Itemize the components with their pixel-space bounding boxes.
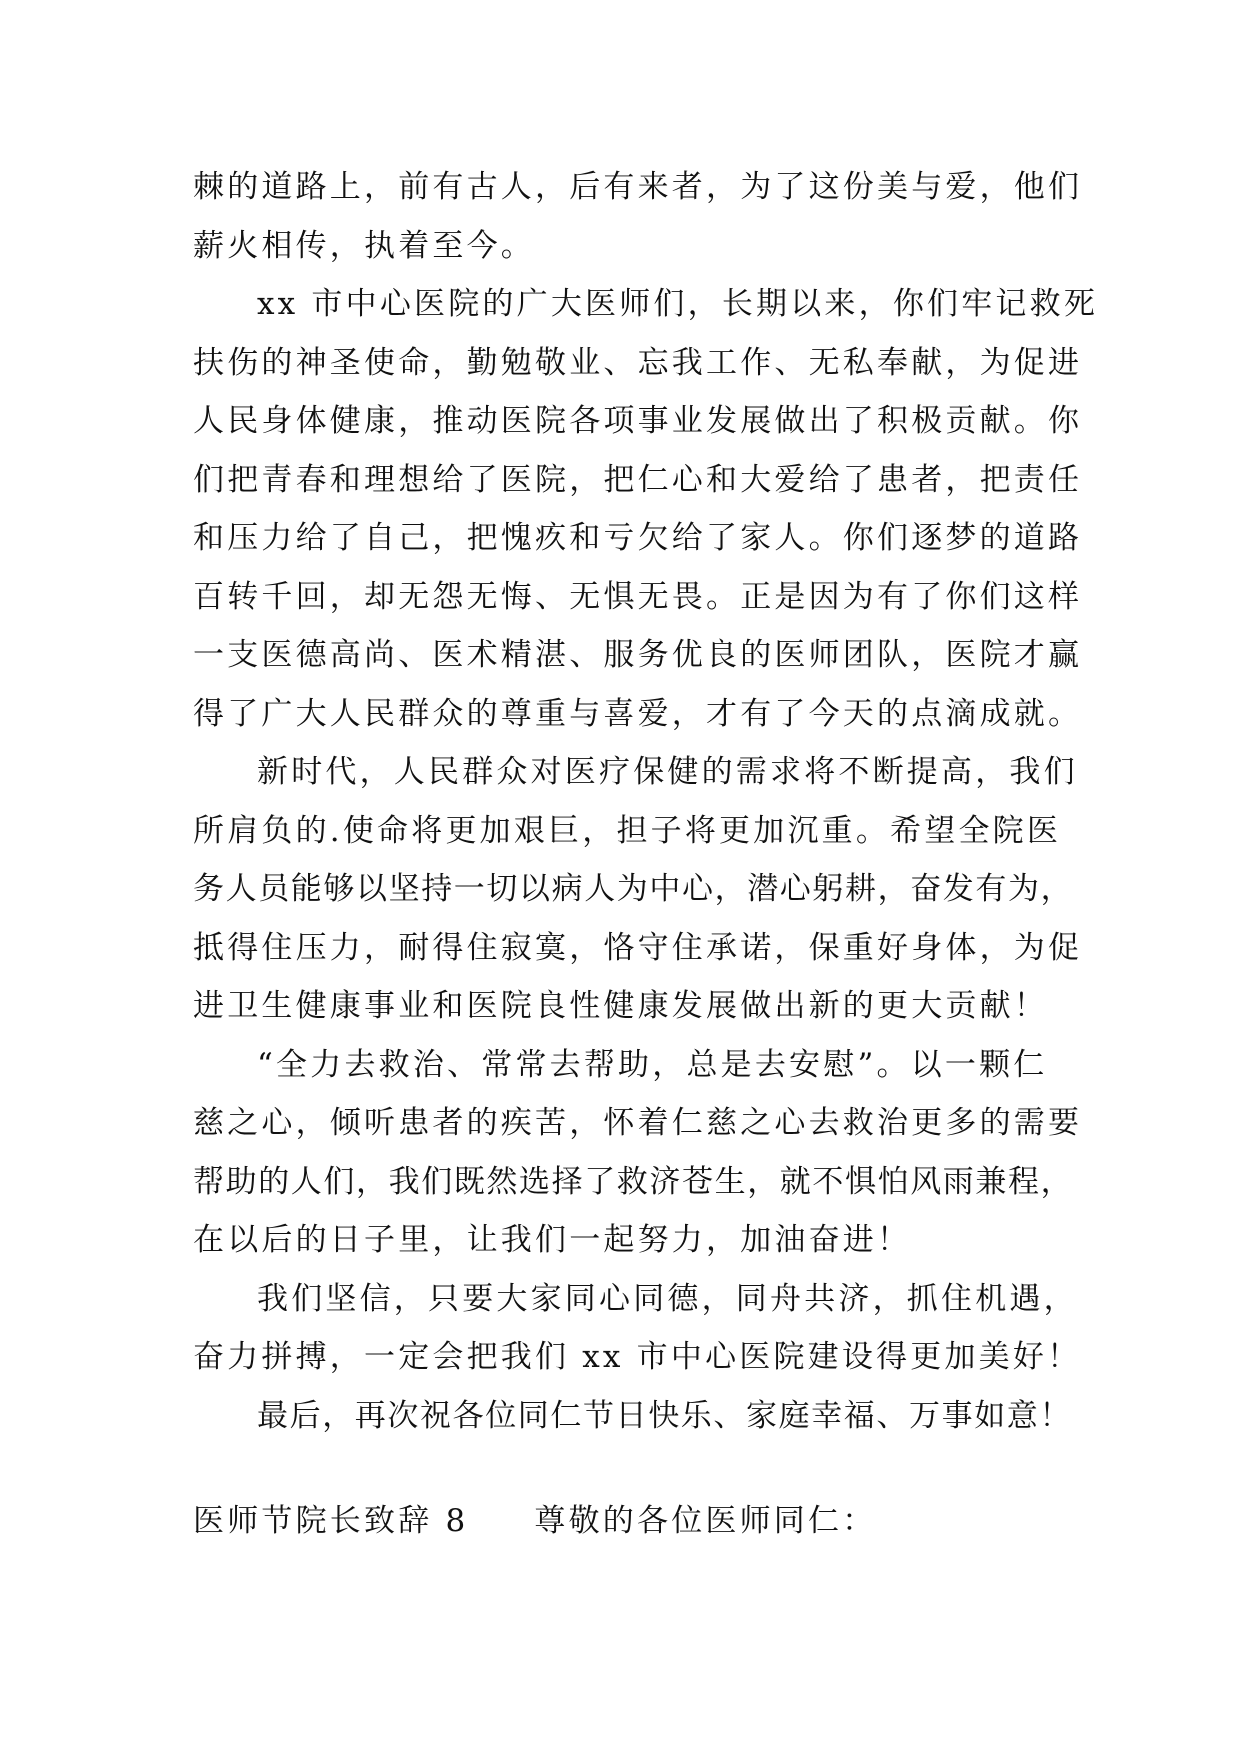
text-line: 最后，再次祝各位同仁节日快乐、家庭幸福、万事如意！ [257,1397,1072,1434]
text-line: 一支医德高尚、医术精湛、服务优良的医师团队，医院才赢 [193,637,1083,673]
text-line: 我们坚信，只要大家同心同德，同舟共济，抓住机遇， [257,1280,1078,1317]
text-line: xx 市中心医院的广大医师们，长期以来，你们牢记救死 [257,286,1099,322]
text-line: 务人员能够以坚持一切以病人为中心，潜心躬耕，奋发有为， [193,871,1074,907]
text-line: 人民身体健康，推动医院各项事业发展做出了积极贡献。你 [193,403,1083,439]
text-line: 奋力拼搏，一定会把我们 xx 市中心医院建设得更加美好！ [193,1339,1082,1375]
text-line: 和压力给了自己，把愧疚和亏欠给了家人。你们逐梦的道路 [193,520,1083,556]
text-line: 慈之心，倾听患者的疾苦，怀着仁慈之心去救治更多的需要 [193,1105,1083,1141]
text-line: 所肩负的.使命将更加艰巨，担子将更加沉重。希望全院医 [193,812,1062,849]
text-line: 帮助的人们，我们既然选择了救济苍生，就不惧怕风雨兼程， [193,1163,1074,1200]
text-line: 棘的道路上，前有古人，后有来者，为了这份美与爱，他们 [193,169,1083,205]
text-line: 抵得住压力，耐得住寂寞，恪守住承诺，保重好身体，为促 [193,929,1083,966]
heading-greeting: 尊敬的各位医师同仁： [534,1503,877,1539]
text-line: 新时代，人民群众对医疗保健的需求将不断提高，我们 [257,754,1078,790]
text-line: 扶伤的神圣使命，勤勉敬业、忘我工作、无私奉献，为促进 [193,344,1083,381]
body-text [193,158,1099,1445]
text-line: 薪火相传，执着至今。 [193,227,535,264]
text-line: 得了广大人民群众的尊重与喜爱，才有了今天的点滴成就。 [193,695,1083,732]
text-line: 们把青春和理想给了医院，把仁心和大爱给了患者，把责任 [193,461,1083,498]
text-line: 百转千回，却无怨无悔、无惧无畏。正是因为有了你们这样 [193,578,1083,615]
section-heading [193,1492,876,1550]
text-line: 在以后的日子里，让我们一起努力，加油奋进！ [193,1222,912,1258]
text-line: 进卫生健康事业和医院良性健康发展做出新的更大贡献！ [193,988,1048,1024]
text-line: “全力去救治、常常去帮助，总是去安慰”。以一颗仁 [257,1046,1048,1083]
heading-title: 医师节院长致辞 8 [193,1503,469,1539]
